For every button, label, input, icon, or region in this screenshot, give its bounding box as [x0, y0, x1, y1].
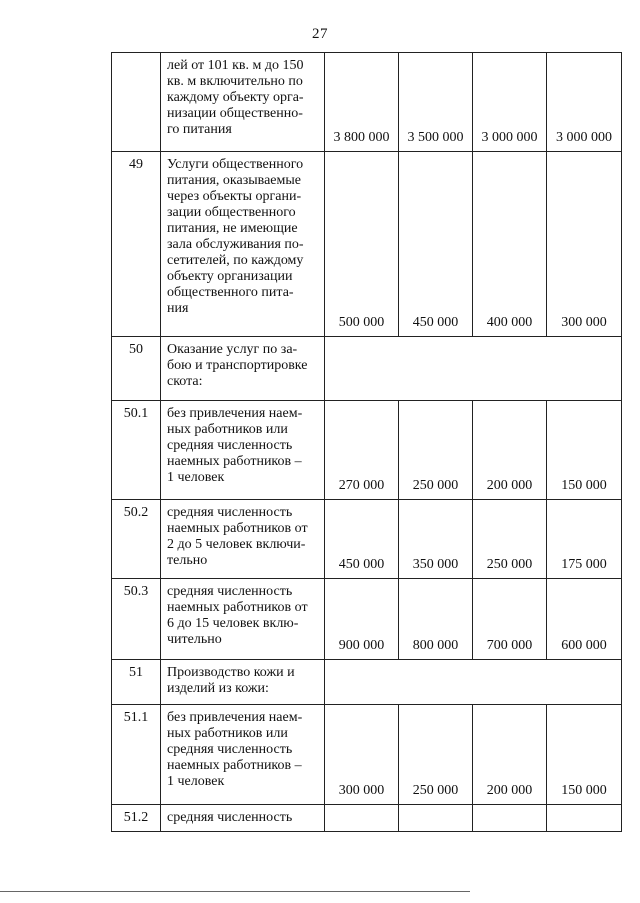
- table-row: [112, 660, 622, 705]
- table-row: [112, 805, 622, 832]
- row-description: [161, 705, 325, 805]
- description-line: 1 человек: [167, 470, 225, 485]
- table-row: [112, 401, 622, 500]
- value-cell: 700 000: [473, 579, 547, 660]
- merged-empty-cell: [325, 660, 622, 705]
- value-cell: 150 000: [547, 705, 622, 805]
- value-cell: 200 000: [473, 401, 547, 500]
- row-number: 50: [112, 337, 161, 401]
- value-cell: [325, 805, 399, 832]
- description-line: зала обслуживания по-: [167, 237, 304, 252]
- tariff-table: [111, 52, 622, 832]
- description-line: питания, оказываемые: [167, 173, 301, 188]
- description-line: скота:: [167, 374, 203, 389]
- description-line: го питания: [167, 122, 232, 137]
- value-cell: 270 000: [325, 401, 399, 500]
- value-cell: 400 000: [473, 152, 547, 337]
- row-description: [161, 660, 325, 705]
- row-number: [112, 53, 161, 152]
- description-line: сетителей, по каждому: [167, 253, 304, 268]
- description-line: питания, не имеющие: [167, 221, 298, 236]
- table-row: [112, 705, 622, 805]
- description-line: ных работников или: [167, 726, 288, 741]
- description-line: тельно: [167, 553, 208, 568]
- row-number: 50.3: [112, 579, 161, 660]
- row-number: 51.1: [112, 705, 161, 805]
- description-line: средняя численность: [167, 742, 293, 757]
- description-line: наемных работников –: [167, 758, 302, 773]
- row-description: [161, 53, 325, 152]
- description-line: средняя численность: [167, 584, 293, 599]
- value-cell: 900 000: [325, 579, 399, 660]
- value-cell: 450 000: [399, 152, 473, 337]
- row-description: [161, 337, 325, 401]
- table-body: [112, 53, 622, 832]
- description-line: наемных работников –: [167, 454, 302, 469]
- description-line: Услуги общественного: [167, 157, 304, 172]
- description-line: лей от 101 кв. м до 150: [167, 58, 304, 73]
- description-line: кв. м включительно по: [167, 74, 303, 89]
- row-number: 50.2: [112, 500, 161, 579]
- description-line: бою и транспортировке: [167, 358, 308, 373]
- table-row: [112, 53, 622, 152]
- row-description: [161, 500, 325, 579]
- description-line: объекту организации: [167, 269, 293, 284]
- footer-rule: [0, 891, 470, 892]
- description-line: средняя численность: [167, 505, 293, 520]
- description-line: наемных работников от: [167, 521, 308, 536]
- row-description: [161, 805, 325, 832]
- description-line: изделий из кожи:: [167, 681, 269, 696]
- table-row: [112, 337, 622, 401]
- value-cell: 600 000: [547, 579, 622, 660]
- description-line: средняя численность: [167, 810, 293, 825]
- value-cell: [473, 805, 547, 832]
- value-cell: 250 000: [473, 500, 547, 579]
- description-line: зации общественного: [167, 205, 296, 220]
- merged-empty-cell: [325, 337, 622, 401]
- description-line: 2 до 5 человек включи-: [167, 537, 306, 552]
- value-cell: 3 000 000: [473, 53, 547, 152]
- row-number: 49: [112, 152, 161, 337]
- description-line: Оказание услуг по за-: [167, 342, 298, 357]
- value-cell: 350 000: [399, 500, 473, 579]
- row-description: [161, 579, 325, 660]
- value-cell: 300 000: [325, 705, 399, 805]
- value-cell: 200 000: [473, 705, 547, 805]
- description-line: через объекты органи-: [167, 189, 302, 204]
- description-line: ния: [167, 301, 189, 316]
- value-cell: [547, 805, 622, 832]
- value-cell: 150 000: [547, 401, 622, 500]
- value-cell: 3 800 000: [325, 53, 399, 152]
- value-cell: 500 000: [325, 152, 399, 337]
- row-number: 51.2: [112, 805, 161, 832]
- description-line: каждому объекту орга-: [167, 90, 304, 105]
- table-row: [112, 579, 622, 660]
- description-line: общественного пита-: [167, 285, 294, 300]
- table-row: [112, 152, 622, 337]
- value-cell: 800 000: [399, 579, 473, 660]
- description-line: 6 до 15 человек вклю-: [167, 616, 299, 631]
- description-line: 1 человек: [167, 774, 225, 789]
- value-cell: [399, 805, 473, 832]
- description-line: ных работников или: [167, 422, 288, 437]
- row-description: [161, 152, 325, 337]
- description-line: без привлечения наем-: [167, 710, 303, 725]
- value-cell: 250 000: [399, 705, 473, 805]
- value-cell: 300 000: [547, 152, 622, 337]
- row-number: 51: [112, 660, 161, 705]
- description-line: Производство кожи и: [167, 665, 295, 680]
- value-cell: 250 000: [399, 401, 473, 500]
- row-number: 50.1: [112, 401, 161, 500]
- value-cell: 175 000: [547, 500, 622, 579]
- table-row: [112, 500, 622, 579]
- value-cell: 3 000 000: [547, 53, 622, 152]
- row-description: [161, 401, 325, 500]
- description-line: низации общественно-: [167, 106, 303, 121]
- value-cell: 450 000: [325, 500, 399, 579]
- description-line: без привлечения наем-: [167, 406, 303, 421]
- description-line: чительно: [167, 632, 222, 647]
- description-line: средняя численность: [167, 438, 293, 453]
- description-line: наемных работников от: [167, 600, 308, 615]
- value-cell: 3 500 000: [399, 53, 473, 152]
- page-number: 27: [312, 26, 328, 42]
